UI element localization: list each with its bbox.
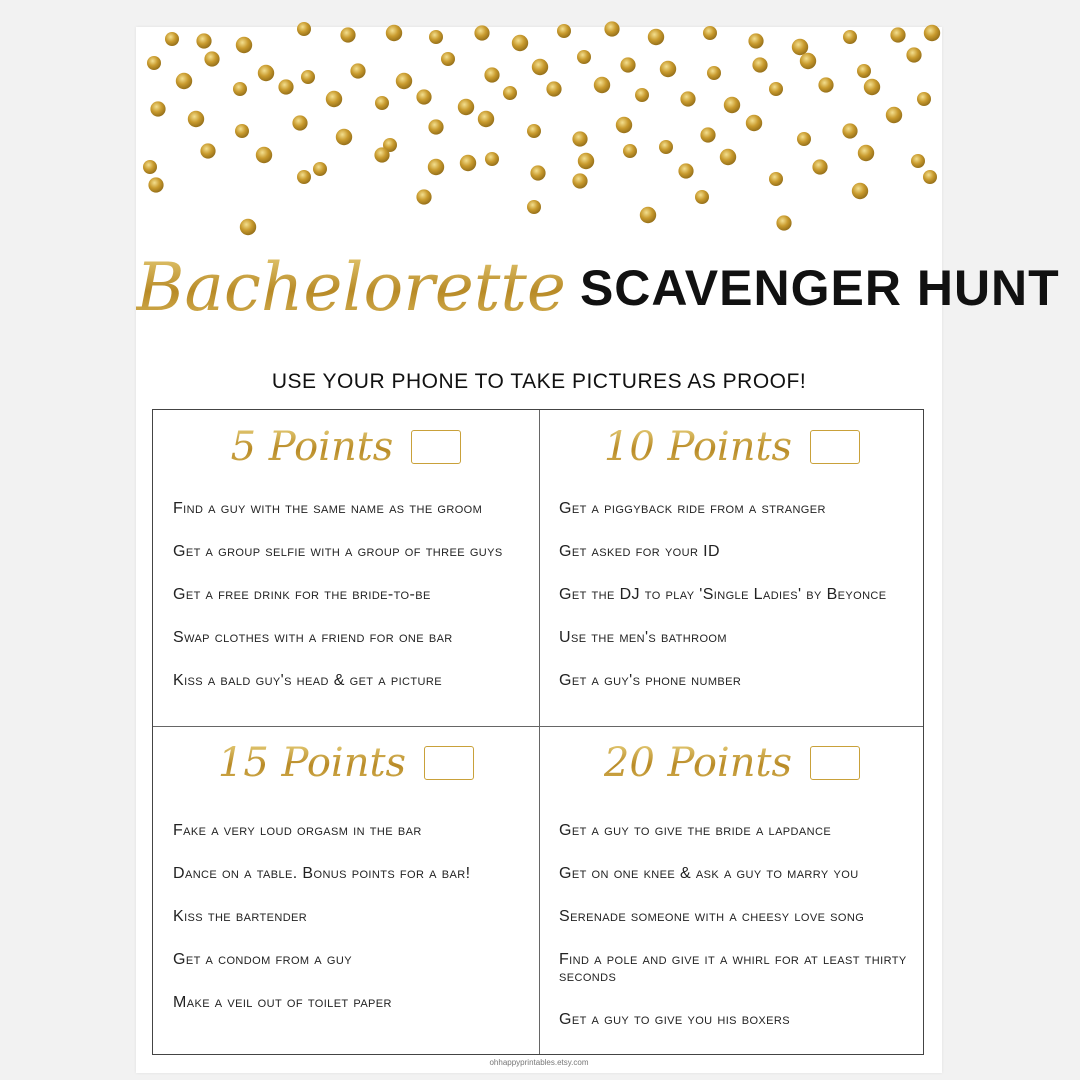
confetti-dot [623, 144, 637, 158]
task-list [173, 822, 527, 1037]
confetti-dot [236, 37, 252, 53]
confetti-dot [906, 47, 921, 62]
confetti-dot [660, 61, 676, 77]
task-item: Make a veil out of toilet paper [173, 994, 392, 1011]
confetti-dot [720, 149, 736, 165]
section-20-points [539, 726, 925, 1056]
section-header [153, 740, 539, 796]
confetti-dot [350, 63, 365, 78]
task-item: Find a pole and give it a whirl for at least thirty seconds [559, 951, 907, 985]
confetti-dot [678, 163, 693, 178]
confetti-dot [460, 155, 476, 171]
confetti-dot [923, 170, 937, 184]
confetti-dot [659, 140, 673, 154]
confetti-dot [386, 25, 402, 41]
task-item: Get the DJ to play 'Single Ladies' by Beyonce [559, 586, 887, 603]
confetti-dot [707, 66, 721, 80]
confetti-dot [635, 88, 649, 102]
confetti-dot [478, 111, 494, 127]
confetti-dot [572, 173, 587, 188]
confetti-dot [890, 27, 905, 42]
confetti-dot [301, 70, 315, 84]
confetti-dot [769, 172, 783, 186]
confetti-dot [326, 91, 342, 107]
confetti-dot [143, 160, 157, 174]
confetti-dot [200, 143, 215, 158]
task-item: Get a free drink for the bride-to-be [173, 586, 431, 603]
confetti-dot [428, 159, 444, 175]
task-item: Dance on a table. Bonus points for a bar! [173, 865, 471, 882]
task-item: Find a guy with the same name as the groom [173, 500, 483, 517]
confetti-dot [724, 97, 740, 113]
confetti-dot [503, 86, 517, 100]
confetti-dot [776, 215, 791, 230]
confetti-dot [336, 129, 352, 145]
score-box[interactable] [810, 430, 860, 464]
confetti-dot [297, 22, 311, 36]
task-item: Get a piggyback ride from a stranger [559, 500, 826, 517]
confetti-dot [620, 57, 635, 72]
footer-credit: ohhappyprintables.etsy.com [489, 1058, 589, 1067]
confetti-dot [812, 159, 827, 174]
confetti-dot [278, 79, 293, 94]
task-item: Kiss a bald guy's head & get a picture [173, 672, 442, 689]
confetti-dot [616, 117, 632, 133]
confetti-dot [911, 154, 925, 168]
confetti-dot [572, 131, 587, 146]
task-item: Get a group selfie with a group of three guys [173, 543, 503, 560]
confetti-dot [792, 39, 808, 55]
subtitle-instruction: USE YOUR PHONE TO TAKE PICTURES AS PROOF! [271, 370, 807, 393]
section-10-points [539, 410, 925, 726]
confetti-dot [428, 119, 443, 134]
confetti-dot [374, 147, 389, 162]
confetti-dot [886, 107, 902, 123]
confetti-dot [546, 81, 561, 96]
section-header [153, 424, 539, 480]
points-label: 15 Points [217, 740, 407, 786]
confetti-dot [416, 189, 431, 204]
confetti-dot [429, 30, 443, 44]
task-item: Get a guy's phone number [559, 672, 742, 689]
confetti-dot [797, 132, 811, 146]
task-list [173, 500, 527, 715]
confetti-dot [485, 152, 499, 166]
confetti-dot [512, 35, 528, 51]
confetti-dot [577, 50, 591, 64]
confetti-dot [557, 24, 571, 38]
section-5-points [153, 410, 539, 726]
section-header [539, 424, 925, 480]
confetti-dot [843, 30, 857, 44]
confetti-dot [800, 53, 816, 69]
confetti-dot [752, 57, 767, 72]
points-label: 5 Points [230, 424, 394, 470]
confetti-dot [313, 162, 327, 176]
confetti-dot [458, 99, 474, 115]
confetti-dot [604, 21, 619, 36]
title-script-word: Bachelorette [136, 249, 566, 326]
score-box[interactable] [424, 746, 474, 780]
confetti-dot [256, 147, 272, 163]
confetti-dot [858, 145, 874, 161]
confetti-dot [818, 77, 833, 92]
confetti-dot [150, 101, 165, 116]
task-item: Fake a very loud orgasm in the bar [173, 822, 422, 839]
page-title [136, 249, 1060, 349]
confetti-dot [680, 91, 695, 106]
confetti-dot [532, 59, 548, 75]
confetti-dot [240, 219, 256, 235]
printable-sheet [136, 27, 1060, 1073]
confetti-dot [416, 89, 431, 104]
confetti-dot [484, 67, 499, 82]
task-list [559, 822, 913, 1054]
task-item: Use the men's bathroom [559, 629, 727, 646]
task-item: Serenade someone with a cheesy love song [559, 908, 865, 925]
points-label: 20 Points [603, 740, 793, 786]
confetti-dot [396, 73, 412, 89]
confetti-dot [292, 115, 307, 130]
task-item: Kiss the bartender [173, 908, 308, 925]
points-grid [152, 409, 924, 1055]
confetti-dot [204, 51, 219, 66]
task-item: Swap clothes with a friend for one bar [173, 629, 453, 646]
confetti-dot [176, 73, 192, 89]
task-list [559, 500, 913, 715]
confetti-dot [648, 29, 664, 45]
score-box[interactable] [411, 430, 461, 464]
confetti-dot [297, 170, 311, 184]
confetti-dot [235, 124, 249, 138]
title-print-words: SCAVENGER HUNT [579, 259, 1060, 316]
confetti-dot [703, 26, 717, 40]
confetti-dot [474, 25, 489, 40]
task-item: Get a condom from a guy [173, 951, 352, 968]
confetti-dot [842, 123, 857, 138]
confetti-dot [527, 124, 541, 138]
confetti-dot [375, 96, 389, 110]
confetti-dot [769, 82, 783, 96]
task-item: Get a guy to give you his boxers [559, 1011, 790, 1028]
confetti-dot [530, 165, 545, 180]
points-label: 10 Points [603, 424, 793, 470]
confetti-dot [640, 207, 656, 223]
confetti-dot [233, 82, 247, 96]
confetti-dot [695, 190, 709, 204]
confetti-dot [578, 153, 594, 169]
confetti-dot [148, 177, 163, 192]
confetti-dot [924, 25, 940, 41]
confetti-dot [857, 64, 871, 78]
confetti-dot [188, 111, 204, 127]
confetti-dot [441, 52, 455, 66]
confetti-dot [864, 79, 880, 95]
confetti-dot [165, 32, 179, 46]
confetti-dot [748, 33, 763, 48]
task-item: Get on one knee & ask a guy to marry you [559, 865, 859, 882]
confetti-dot [258, 65, 274, 81]
confetti-dot [852, 183, 868, 199]
section-header [539, 740, 925, 796]
confetti-dot [917, 92, 931, 106]
task-item: Get asked for your ID [559, 543, 720, 560]
section-15-points [153, 726, 539, 1056]
confetti-dot [594, 77, 610, 93]
confetti-dot [147, 56, 161, 70]
score-box[interactable] [810, 746, 860, 780]
gold-confetti-decoration [136, 27, 942, 267]
confetti-dot [340, 27, 355, 42]
confetti-dot [700, 127, 715, 142]
confetti-dot [527, 200, 541, 214]
task-item: Get a guy to give the bride a lapdance [559, 822, 832, 839]
confetti-dot [196, 33, 211, 48]
confetti-dot [746, 115, 762, 131]
